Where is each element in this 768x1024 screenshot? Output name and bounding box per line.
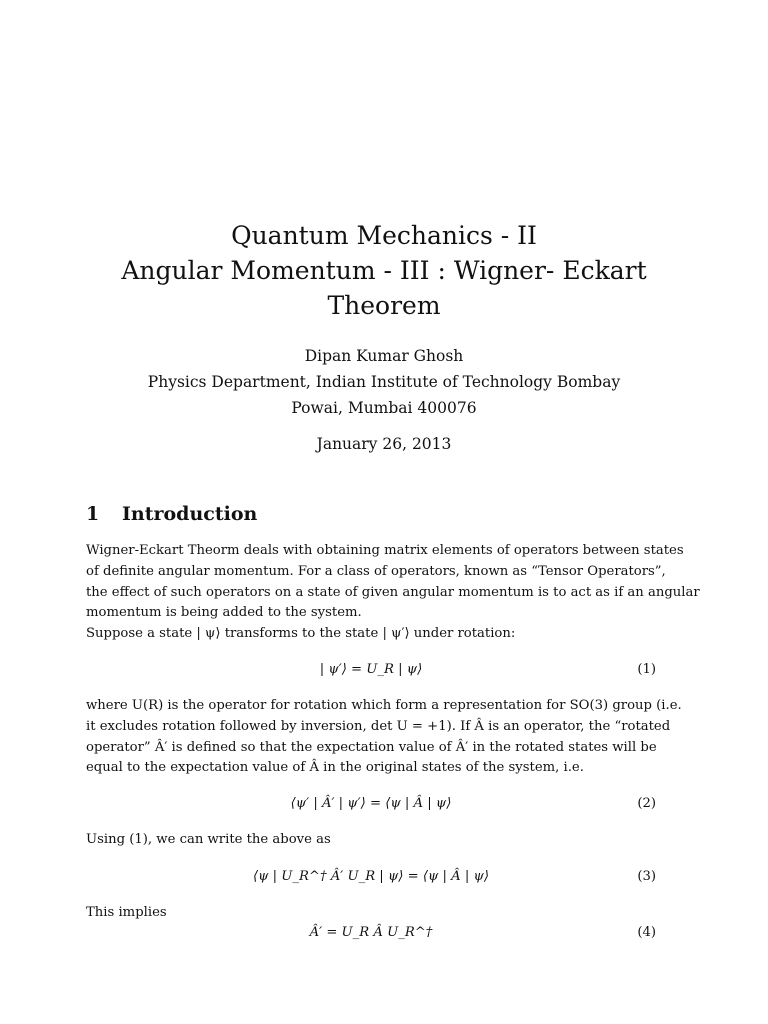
paragraph-line: the effect of such operators on a state of given angular momentum is to act as if an angular [86,584,700,600]
rotation-paragraph [86,696,682,779]
paragraph-line: equal to the expectation value of Â in the original states of the system, i.e. [86,760,584,776]
section-heading [86,501,257,527]
equation-number: (3) [637,869,656,884]
paragraph-line: where U(R) is the operator for rotation which form a representation for SO(3) group (i.e. [86,698,682,713]
paragraph-line: momentum is being added to the system. [86,605,362,621]
using-eq1-text: Using (1), we can write the above as [86,832,331,847]
equation-3 [86,866,656,888]
paragraph-line: operator” Â′ is defined so that the expectation value of Â′ in the rotated states will be [86,739,657,755]
section-number: 1 [86,503,100,525]
equation-body: ⟨ψ′ | Â′ | ψ′⟩ = ⟨ψ | Â | ψ⟩ [290,796,452,811]
paragraph-line: of definite angular momentum. For a class of operators, known as “Tensor Operators”, [86,563,666,579]
equation-body: ⟨ψ | U_R^† Â′ U_R | ψ⟩ = ⟨ψ | Â | ψ⟩ [252,869,490,884]
paper-date: January 26, 2013 [316,435,452,453]
section-title: Introduction [122,503,258,525]
equation-4 [86,922,656,944]
equation-1 [86,659,656,681]
equation-number: (2) [637,796,656,811]
author-affiliation: Physics Department, Indian Institute of Technology Bombay [147,373,621,391]
author-name: Dipan Kumar Ghosh [304,347,464,365]
paragraph-line: it excludes rotation followed by inversion, det U = +1). If Â is an operator, the “rotated [86,718,671,734]
paragraph-line: Suppose a state | ψ⟩ transforms to the state | ψ′⟩ under rotation: [86,626,516,642]
equation-number: (1) [637,662,656,677]
paragraph-line: Wigner-Eckart Theorm deals with obtaining matrix elements of operators between states [86,543,684,558]
equation-number: (4) [637,925,656,940]
intro-paragraph [86,541,700,645]
equation-2 [86,793,656,815]
paper-title-line-2: Angular Momentum - III : Wigner- Eckart [121,256,647,285]
equation-body: Â′ = U_R Â U_R^† [309,925,433,940]
author-address: Powai, Mumbai 400076 [291,399,477,417]
paper-title-line-3: Theorem [327,291,441,320]
implies-text: This implies [86,905,167,920]
paper-title-line-1: Quantum Mechanics - II [231,221,537,250]
equation-body: | ψ′⟩ = U_R | ψ⟩ [319,662,423,677]
